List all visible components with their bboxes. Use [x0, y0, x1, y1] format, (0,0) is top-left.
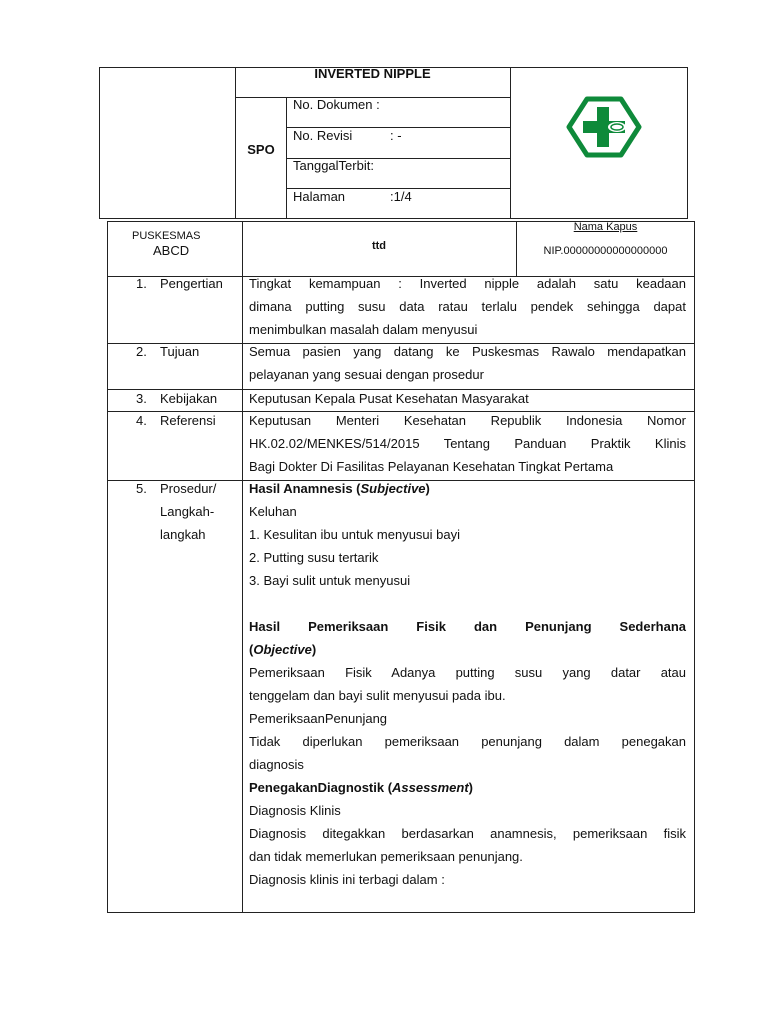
field-halaman-value: :1/4	[390, 189, 412, 204]
keluhan-item: 2. Putting susu tertarik	[249, 550, 379, 565]
label-line: Prosedur/	[160, 481, 217, 496]
field-no-revisi-value: : -	[390, 128, 402, 143]
label-line: langkah	[160, 527, 206, 542]
keluhan-label: Keluhan	[249, 504, 297, 519]
text-line: HK.02.02/MENKES/514/2015 Tentang Panduan Praktik Klinis	[249, 436, 686, 451]
section-label-tujuan: Tujuan	[160, 344, 200, 359]
pemeriksaan-heading: Hasil Pemeriksaan Fisik dan Penunjang Sederhana	[249, 619, 686, 634]
spacer	[249, 592, 686, 615]
text-line: Keputusan Menteri Kesehatan Republik Indonesia Nomor	[249, 413, 686, 428]
section-number: 5.	[136, 481, 147, 496]
pemeriksaan-heading-objective: (Objective)	[249, 642, 317, 657]
section-label-prosedur	[160, 477, 216, 546]
row-divider	[107, 389, 695, 390]
text-line: tenggelam dan bayi sulit menyusui pada ibu.	[249, 688, 506, 703]
text-line: menimbulkan masalah dalam menyusui	[249, 322, 478, 337]
signature-label: ttd	[371, 240, 387, 252]
tujuan-text	[249, 340, 686, 386]
section-label-pengertian: Pengertian	[160, 276, 223, 291]
kapus-nip: NIP.00000000000000000	[543, 245, 668, 257]
text-line: Pemeriksaan Fisik Adanya putting susu yang datar atau	[249, 665, 686, 680]
text-line: Semua pasien yang datang ke Puskesmas Rawalo mendapatkan	[249, 344, 686, 359]
keluhan-item: 3. Bayi sulit untuk menyusui	[249, 573, 411, 588]
section-number: 4.	[136, 413, 147, 428]
text-line: dan tidak memerlukan pemeriksaan penunjang.	[249, 849, 523, 864]
text-line: dimana putting susu data ratau terlalu pendek sehingga dapat	[249, 299, 686, 314]
section-label-kebijakan: Kebijakan	[160, 391, 218, 406]
text-line: diagnosis	[249, 757, 304, 772]
pengertian-text	[249, 272, 686, 341]
diagnostik-heading: PenegakanDiagnostik (Assessment)	[249, 780, 473, 795]
spo-label: SPO	[247, 142, 275, 157]
kapus-name: Nama Kapus	[573, 221, 638, 233]
document-title: INVERTED NIPPLE	[314, 66, 431, 81]
diagnosis-klinis-label: Diagnosis Klinis	[249, 803, 341, 818]
text-line: Tidak diperlukan pemeriksaan penunjang dalam penegakan	[249, 734, 686, 749]
text-line: pelayanan yang sesuai dengan prosedur	[249, 367, 484, 382]
anamnesis-heading: Hasil Anamnesis (Subjective)	[249, 481, 430, 496]
referensi-text	[249, 409, 686, 478]
puskesmas-name: ABCD	[153, 243, 190, 258]
header-divider-right	[510, 67, 511, 219]
field-halaman-label: Halaman	[293, 189, 346, 204]
section-number: 2.	[136, 344, 147, 359]
keluhan-item: 1. Kesulitan ibu untuk menyusui bayi	[249, 527, 461, 542]
penunjang-label: PemeriksaanPenunjang	[249, 711, 388, 726]
diagnosis-terbagi: Diagnosis klinis ini terbagi dalam :	[249, 872, 445, 887]
puskesmas-label: PUSKESMAS	[132, 230, 201, 242]
text-line: Diagnosis ditegakkan berdasarkan anamnesis, pemeriksaan fisik	[249, 826, 686, 841]
puskesmas-logo-icon	[566, 93, 642, 161]
kebijakan-text: Keputusan Kepala Pusat Kesehatan Masyarakat	[249, 391, 529, 406]
field-no-revisi-label: No. Revisi	[293, 128, 353, 143]
section-number: 3.	[136, 391, 147, 406]
main-column-divider	[242, 221, 243, 913]
section-label-referensi: Referensi	[160, 413, 216, 428]
field-tanggal-terbit: TanggalTerbit:	[293, 158, 374, 173]
text-line: Bagi Dokter Di Fasilitas Pelayanan Kesehatan Tingkat Pertama	[249, 459, 614, 474]
prosedur-content	[249, 477, 686, 891]
section-number: 1.	[136, 276, 147, 291]
label-line: Langkah-	[160, 504, 215, 519]
field-no-dokumen: No. Dokumen :	[293, 97, 380, 112]
text-line: Tingkat kemampuan : Inverted nipple adalah satu keadaan	[249, 276, 686, 291]
